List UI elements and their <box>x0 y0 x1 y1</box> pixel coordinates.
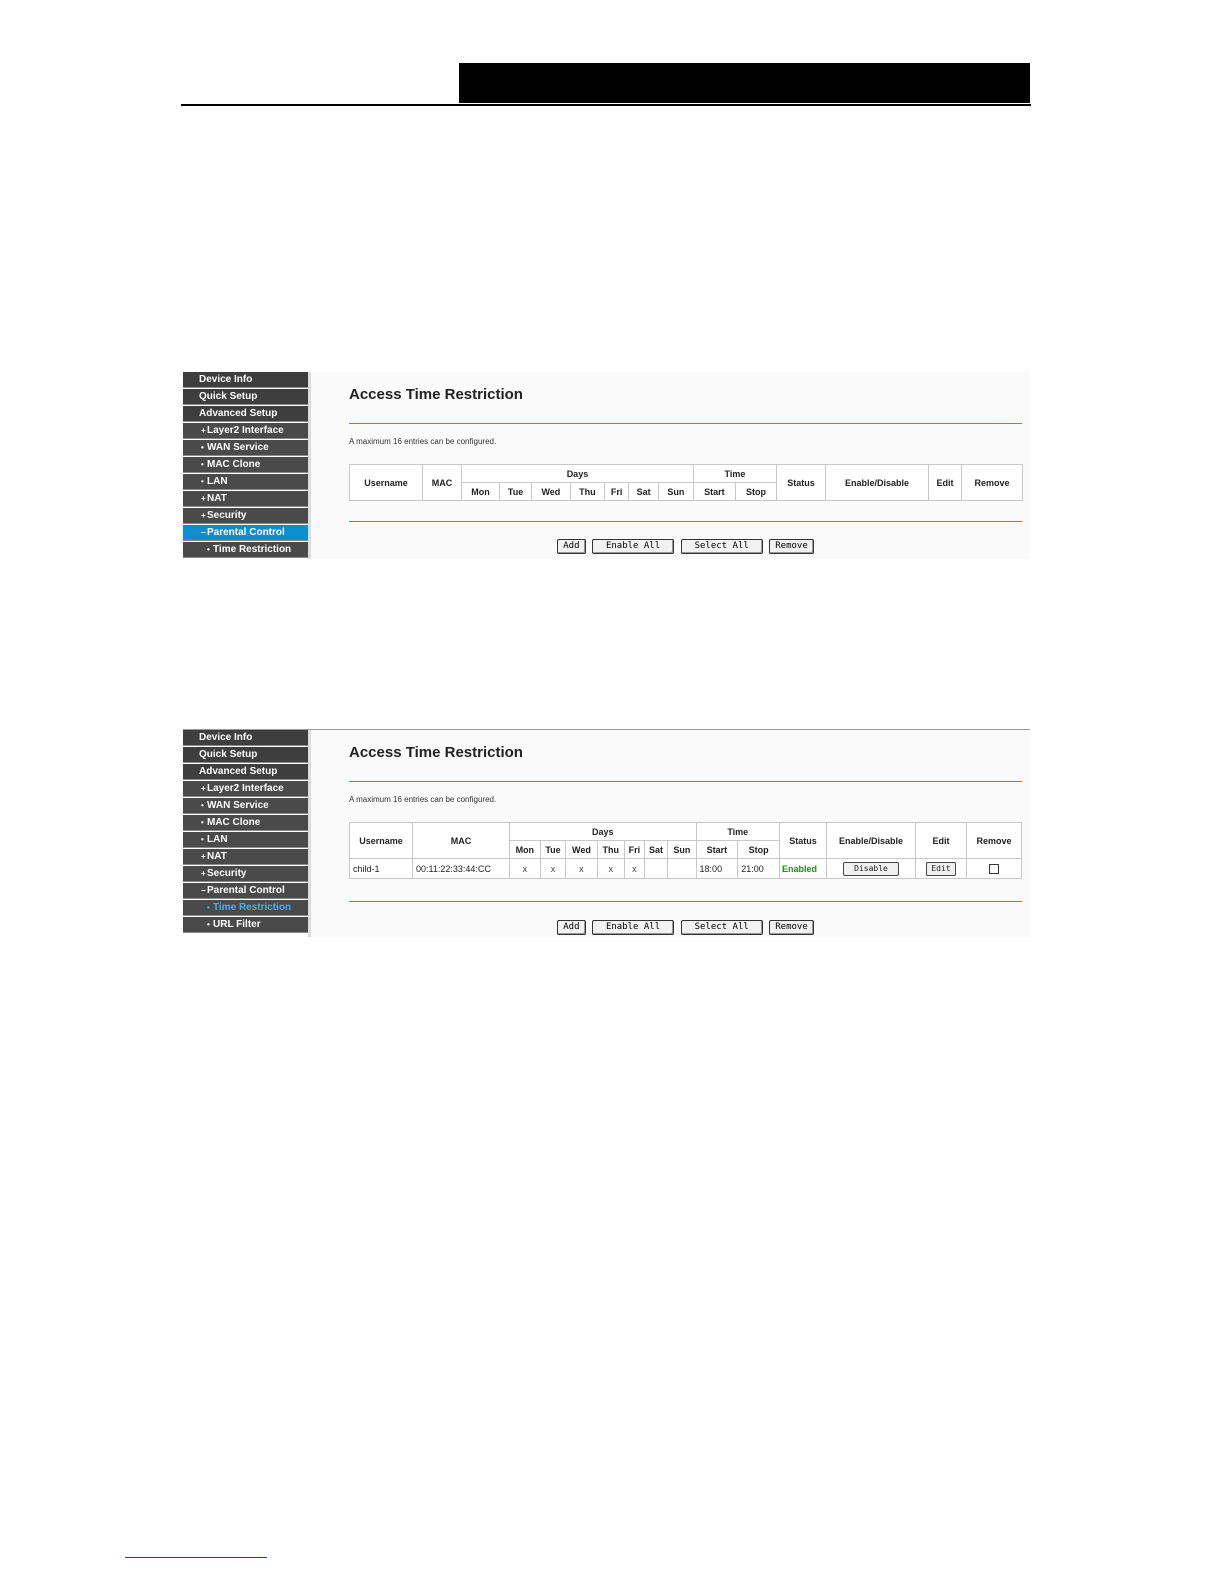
col-header-thu: Thu <box>597 841 625 859</box>
sidebar-item-label: Advanced Setup <box>199 408 278 419</box>
sidebar-divider <box>308 372 311 559</box>
sidebar-item-label: Layer2 Interface <box>207 783 284 794</box>
sidebar-item-label: NAT <box>207 493 227 504</box>
enable-all-button[interactable]: Enable All <box>592 920 674 935</box>
col-header-days: Days <box>510 823 697 841</box>
col-header-time: Time <box>696 823 779 841</box>
nav-bullet-icon: + <box>201 784 206 793</box>
col-header-tue: Tue <box>540 841 566 859</box>
cell-day-thu: x <box>597 859 625 879</box>
nav-bullet-icon: • <box>201 460 204 469</box>
sidebar-item-lan[interactable] <box>183 474 308 490</box>
cell-mac: 00:11:22:33:44:CC <box>413 859 510 879</box>
sidebar-item-label: Quick Setup <box>199 749 258 760</box>
sidebar-item-url-filter[interactable] <box>183 917 308 933</box>
cell-day-wed: x <box>566 859 597 879</box>
col-header-days: Days <box>462 465 694 483</box>
sidebar-item-security[interactable] <box>183 508 308 524</box>
rules-table <box>349 464 1023 501</box>
col-header-mon: Mon <box>462 483 500 501</box>
sidebar-item-label: NAT <box>207 851 227 862</box>
sidebar-menu <box>183 372 308 559</box>
page-header-rule <box>181 104 1031 106</box>
col-header-sat: Sat <box>644 841 668 859</box>
nav-bullet-icon: • <box>201 443 204 452</box>
cell-day-tue: x <box>540 859 566 879</box>
sidebar-item-lan[interactable] <box>183 832 308 848</box>
nav-bullet-icon: • <box>201 801 204 810</box>
select-all-button[interactable]: Select All <box>681 539 763 554</box>
sidebar-item-layer2-interface[interactable] <box>183 781 308 797</box>
table-divider <box>349 521 1022 522</box>
nav-bullet-icon: • <box>201 818 204 827</box>
nav-bullet-icon: + <box>201 494 206 503</box>
cell-day-mon: x <box>510 859 541 879</box>
sidebar-item-quick-setup[interactable] <box>183 747 308 763</box>
col-header-time: Time <box>693 465 776 483</box>
remove-button[interactable]: Remove <box>769 920 814 935</box>
sidebar-item-label: WAN Service <box>207 442 269 453</box>
nav-bullet-icon: + <box>201 869 206 878</box>
col-header-fri: Fri <box>604 483 628 501</box>
sidebar-item-label: Time Restriction <box>213 902 292 913</box>
remove-button[interactable]: Remove <box>769 539 814 554</box>
col-header-start: Start <box>693 483 735 501</box>
sidebar-item-time-restriction[interactable] <box>183 900 308 916</box>
cell-remove <box>967 859 1022 879</box>
cell-username: child-1 <box>350 859 413 879</box>
col-header-status: Status <box>780 823 827 859</box>
cell-stop: 21:00 <box>738 859 780 879</box>
col-header-stop: Stop <box>738 841 780 859</box>
rules-table <box>349 822 1022 879</box>
action-buttons <box>349 535 1022 554</box>
page-header-bar <box>459 63 1030 103</box>
sidebar-item-label: Parental Control <box>207 885 285 896</box>
col-header-mac: MAC <box>413 823 510 859</box>
nav-bullet-icon: + <box>201 852 206 861</box>
action-buttons <box>349 916 1022 935</box>
sidebar-item-advanced-setup[interactable] <box>183 406 308 422</box>
cell-day-sat <box>644 859 668 879</box>
sidebar-item-label: Security <box>207 868 247 879</box>
nav-bullet-icon: − <box>201 886 206 895</box>
sidebar-item-wan-service[interactable] <box>183 440 308 456</box>
sidebar-item-wan-service[interactable] <box>183 798 308 814</box>
col-header-remove: Remove <box>962 465 1023 501</box>
sidebar-item-nat[interactable] <box>183 491 308 507</box>
col-header-fri: Fri <box>625 841 645 859</box>
sidebar-item-time-restriction[interactable] <box>183 542 308 558</box>
col-header-mac: MAC <box>423 465 462 501</box>
sidebar-item-parental-control[interactable] <box>183 883 308 899</box>
sidebar-item-advanced-setup[interactable] <box>183 764 308 780</box>
page-title: Access Time Restriction <box>349 386 523 403</box>
sidebar-item-mac-clone[interactable] <box>183 815 308 831</box>
main-content <box>349 372 1022 559</box>
sidebar-item-label: LAN <box>207 476 228 487</box>
sidebar-item-label: Quick Setup <box>199 391 258 402</box>
col-header-sun: Sun <box>658 483 693 501</box>
col-header-username: Username <box>350 823 413 859</box>
sidebar-item-label: Parental Control <box>207 527 285 538</box>
enable-all-button[interactable]: Enable All <box>592 539 674 554</box>
cell-day-fri: x <box>625 859 645 879</box>
sidebar-divider <box>308 730 311 937</box>
sidebar-item-label: Time Restriction <box>213 544 292 555</box>
sidebar-item-label: URL Filter <box>213 919 261 930</box>
nav-bullet-icon: • <box>201 477 204 486</box>
title-divider <box>349 781 1022 782</box>
nav-bullet-icon: − <box>201 528 206 537</box>
col-header-wed: Wed <box>566 841 597 859</box>
sidebar-item-security[interactable] <box>183 866 308 882</box>
sidebar-item-device-info[interactable] <box>183 372 308 388</box>
col-header-mon: Mon <box>510 841 541 859</box>
max-entries-note: A maximum 16 entries can be configured. <box>349 437 497 446</box>
sidebar-item-quick-setup[interactable] <box>183 389 308 405</box>
select-all-button[interactable]: Select All <box>681 920 763 935</box>
nav-bullet-icon: • <box>207 545 210 554</box>
col-header-wed: Wed <box>532 483 571 501</box>
col-header-status: Status <box>777 465 826 501</box>
col-header-edit: Edit <box>916 823 967 859</box>
nav-bullet-icon: • <box>201 835 204 844</box>
screenshot-1 <box>183 372 1030 559</box>
sidebar-item-device-info[interactable] <box>183 730 308 746</box>
sidebar-item-label: MAC Clone <box>207 459 261 470</box>
col-header-remove: Remove <box>967 823 1022 859</box>
sidebar-item-label: Layer2 Interface <box>207 425 284 436</box>
sidebar-item-label: Advanced Setup <box>199 766 278 777</box>
main-content <box>349 730 1022 937</box>
col-header-username: Username <box>350 465 423 501</box>
sidebar-item-label: LAN <box>207 834 228 845</box>
sidebar-item-nat[interactable] <box>183 849 308 865</box>
cell-status: Enabled <box>780 859 827 879</box>
col-header-sun: Sun <box>668 841 696 859</box>
col-header-sat: Sat <box>629 483 658 501</box>
nav-bullet-icon: + <box>201 426 206 435</box>
sidebar-item-label: Device Info <box>199 374 253 385</box>
add-button[interactable]: Add <box>557 539 585 554</box>
page-title: Access Time Restriction <box>349 744 523 761</box>
remove-checkbox[interactable] <box>989 864 999 874</box>
footer-link-underline <box>125 1557 267 1558</box>
table-row <box>350 859 1022 879</box>
col-header-tue: Tue <box>500 483 532 501</box>
cell-start: 18:00 <box>696 859 738 879</box>
sidebar-item-label: Security <box>207 510 247 521</box>
screenshot-2 <box>183 729 1030 937</box>
sidebar-item-label: MAC Clone <box>207 817 261 828</box>
disable-button[interactable]: Disable <box>843 862 899 876</box>
cell-day-sun <box>668 859 696 879</box>
cell-enable-disable <box>827 859 916 879</box>
col-header-enable-disable: Enable/Disable <box>826 465 929 501</box>
sidebar-item-parental-control[interactable] <box>183 525 308 541</box>
nav-bullet-icon: + <box>201 511 206 520</box>
col-header-start: Start <box>696 841 738 859</box>
col-header-thu: Thu <box>570 483 604 501</box>
col-header-enable-disable: Enable/Disable <box>827 823 916 859</box>
max-entries-note: A maximum 16 entries can be configured. <box>349 795 497 804</box>
col-header-stop: Stop <box>735 483 776 501</box>
sidebar-menu <box>183 730 308 937</box>
nav-bullet-icon: • <box>207 903 210 912</box>
add-button[interactable]: Add <box>557 920 585 935</box>
edit-button[interactable]: Edit <box>926 862 955 876</box>
sidebar-item-layer2-interface[interactable] <box>183 423 308 439</box>
sidebar-item-label: WAN Service <box>207 800 269 811</box>
col-header-edit: Edit <box>929 465 962 501</box>
table-divider <box>349 901 1022 902</box>
sidebar-item-mac-clone[interactable] <box>183 457 308 473</box>
sidebar-item-label: Device Info <box>199 732 253 743</box>
nav-bullet-icon: • <box>207 920 210 929</box>
cell-edit <box>916 859 967 879</box>
title-divider <box>349 423 1022 424</box>
